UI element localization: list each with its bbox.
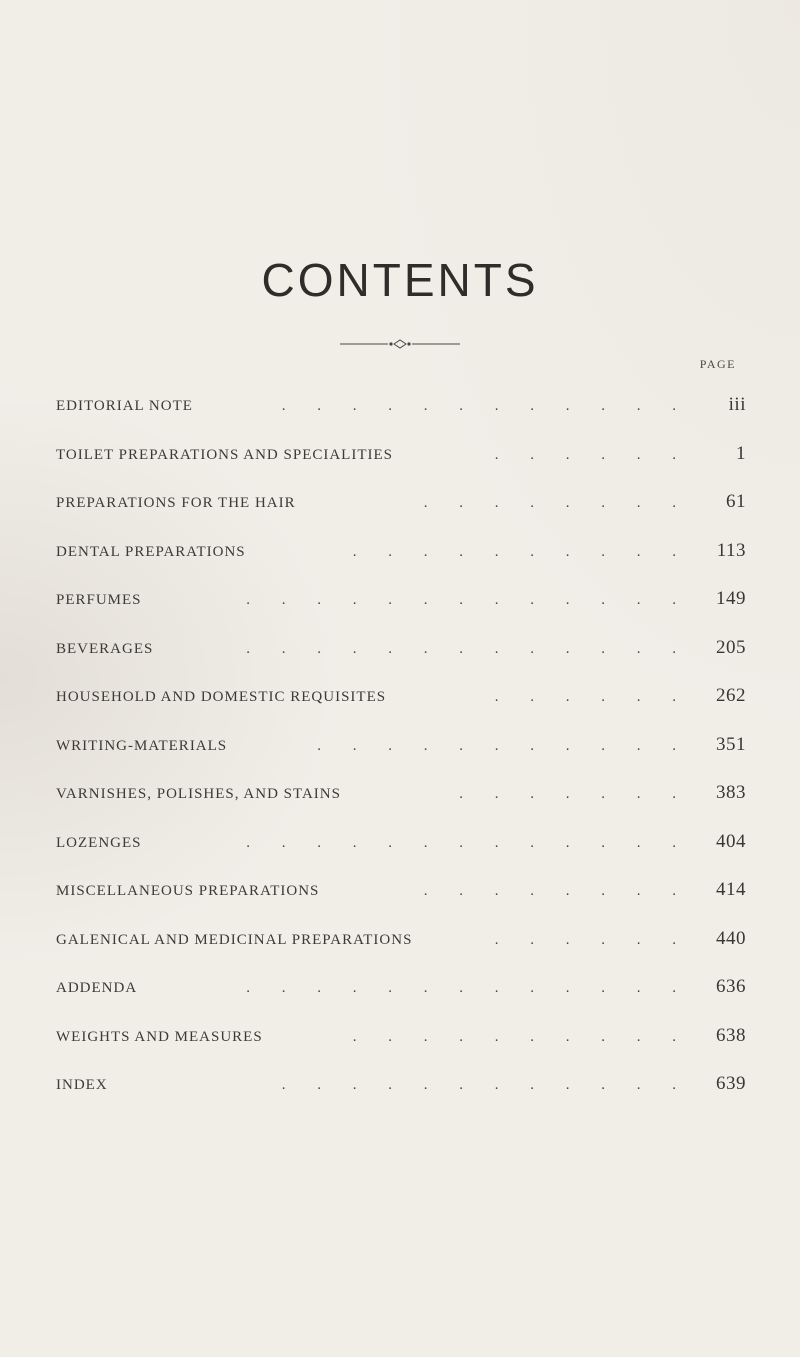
- toc-entry-weights-measures[interactable]: [56, 1009, 746, 1058]
- toc-entry-lozenges[interactable]: [56, 815, 746, 864]
- toc-entry-perfumes[interactable]: [56, 572, 746, 621]
- toc-entry-galenical[interactable]: [56, 912, 746, 961]
- toc-entry-beverages[interactable]: [56, 621, 746, 670]
- page-title: CONTENTS: [261, 254, 539, 306]
- toc-entry-title: GALENICAL AND MEDICINAL PREPARATIONS: [56, 931, 413, 948]
- toc-leader-dots: . . . . . .: [494, 689, 690, 705]
- toc-entry-preparations-for-hair[interactable]: [56, 475, 746, 524]
- toc-entry-household-requisites[interactable]: [56, 669, 746, 718]
- toc-leader-dots: . . . . . . . . . .: [352, 543, 690, 560]
- toc-page-number: iii: [728, 394, 746, 415]
- toc-leader-dots: . . . . . . . . . . . .: [281, 1077, 690, 1093]
- toc-leader-dots: . . . . . .: [494, 931, 690, 948]
- toc-page-number: 149: [716, 588, 746, 609]
- toc-entry-miscellaneous[interactable]: [56, 863, 746, 912]
- toc-leader-dots: . . . . . . . .: [423, 495, 690, 511]
- toc-page-number: 383: [716, 782, 746, 803]
- toc-entry-varnishes[interactable]: [56, 766, 746, 815]
- toc-page-number: 113: [716, 539, 746, 561]
- toc-entry-title: DENTAL PREPARATIONS: [56, 543, 246, 560]
- toc-entry-title: WEIGHTS AND MEASURES: [56, 1028, 263, 1045]
- toc-page-number: 638: [716, 1024, 746, 1046]
- toc-entry-title: EDITORIAL NOTE: [56, 398, 193, 414]
- toc-leader-dots: . . . . . . . . . . . . .: [246, 834, 690, 851]
- toc-page-number: 351: [716, 733, 746, 755]
- toc-entry-title: PREPARATIONS FOR THE HAIR: [56, 495, 296, 511]
- toc-entry-toilet-preparations[interactable]: [56, 427, 746, 476]
- toc-leader-dots: . . . . . . . . . . . . .: [246, 592, 690, 608]
- toc-entry-title: HOUSEHOLD AND DOMESTIC REQUISITES: [56, 689, 387, 705]
- toc-page-number: 1: [736, 442, 746, 464]
- toc-leader-dots: . . . . . . . . . . . . .: [246, 640, 690, 657]
- toc-page-number: 636: [716, 976, 746, 997]
- toc-leader-dots: . . . . . . . . . . .: [317, 737, 690, 754]
- page-column-label: PAGE: [699, 357, 736, 371]
- toc-page-number: 404: [716, 830, 746, 852]
- toc-page-number: 440: [716, 927, 746, 949]
- diamond-rule-ornament-icon: [340, 339, 460, 349]
- toc-page-number: 262: [716, 685, 746, 706]
- table-of-contents: [56, 378, 746, 1106]
- toc-page-number: 61: [726, 491, 746, 512]
- toc-entry-addenda[interactable]: [56, 960, 746, 1009]
- toc-leader-dots: . . . . . .: [494, 446, 690, 463]
- toc-entry-writing-materials[interactable]: [56, 718, 746, 767]
- toc-entry-editorial-note[interactable]: [56, 378, 746, 427]
- toc-entry-title: VARNISHES, POLISHES, AND STAINS: [56, 786, 341, 802]
- toc-entry-title: ADDENDA: [56, 980, 138, 996]
- toc-leader-dots: . . . . . . . .: [423, 883, 690, 899]
- toc-entry-title: LOZENGES: [56, 834, 142, 851]
- toc-entry-title: PERFUMES: [56, 592, 142, 608]
- toc-leader-dots: . . . . . . . . . .: [352, 1028, 690, 1045]
- toc-entry-title: INDEX: [56, 1077, 108, 1093]
- toc-leader-dots: . . . . . . .: [459, 786, 690, 802]
- toc-entry-index[interactable]: [56, 1057, 746, 1106]
- toc-entry-title: WRITING-MATERIALS: [56, 737, 228, 754]
- toc-entry-title: TOILET PREPARATIONS AND SPECIALITIES: [56, 446, 394, 463]
- toc-leader-dots: . . . . . . . . . . . .: [281, 398, 690, 414]
- toc-entry-title: BEVERAGES: [56, 640, 154, 657]
- toc-page-number: 414: [716, 879, 746, 900]
- toc-entry-dental-preparations[interactable]: [56, 524, 746, 573]
- toc-page-number: 205: [716, 636, 746, 658]
- toc-page-number: 639: [716, 1073, 746, 1094]
- toc-entry-title: MISCELLANEOUS PREPARATIONS: [56, 883, 320, 899]
- toc-leader-dots: . . . . . . . . . . . . .: [246, 980, 690, 996]
